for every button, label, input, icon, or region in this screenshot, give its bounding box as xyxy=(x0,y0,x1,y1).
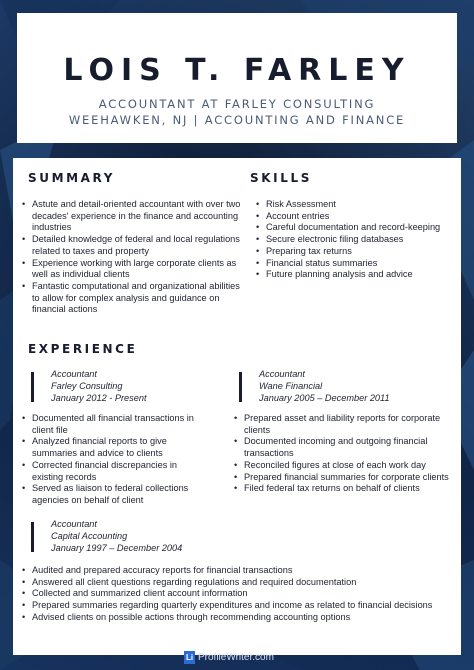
duty-item: • Prepared asset and liability reports for corporate clients xyxy=(232,413,452,436)
job-header-wane xyxy=(239,368,390,404)
job-title: Accountant xyxy=(51,369,97,379)
job-marker-bar xyxy=(31,372,34,402)
job-duties-capital xyxy=(20,565,458,624)
resume-body xyxy=(13,158,461,655)
job-duties-wane xyxy=(232,413,452,495)
skills-heading: SKILLS xyxy=(250,171,312,185)
job-dates: January 2005 – December 2011 xyxy=(259,393,390,403)
job-company: Capital Accounting xyxy=(51,531,128,541)
duty-item: • Collected and summarized client account information xyxy=(20,588,458,600)
location-line: WEEHAWKEN, NJ | ACCOUNTING AND FINANCE xyxy=(68,113,406,127)
skill-item: • Account entries xyxy=(254,211,459,223)
profilewriter-logo[interactable] xyxy=(184,648,274,666)
job-duties-farley xyxy=(20,413,208,507)
duty-item: • Served as liaison to federal collections agencies on behalf of client xyxy=(20,483,208,506)
resume-header xyxy=(17,13,457,143)
job-marker-bar xyxy=(239,372,242,402)
skill-item: • Careful documentation and record-keeping xyxy=(254,222,459,234)
job-title: Accountant xyxy=(51,519,97,529)
duty-item: • Documented incoming and outgoing financial transactions xyxy=(232,436,452,459)
job-title-line: ACCOUNTANT AT FARLEY CONSULTING xyxy=(98,97,376,111)
logo-mark-icon: Li xyxy=(185,652,194,662)
summary-item: • Experience working with large corporate clients as well as individual clients xyxy=(20,258,246,281)
skill-item: • Secure electronic filing databases xyxy=(254,234,459,246)
job-dates: January 2012 - Present xyxy=(51,393,147,403)
logo-text: ProfileWriter.com xyxy=(198,651,274,663)
duty-item: • Advised clients on possible actions through recommending accounting options xyxy=(20,612,458,624)
job-header-capital xyxy=(31,518,182,554)
job-marker-bar xyxy=(31,522,34,552)
skill-item: • Financial status summaries xyxy=(254,258,459,270)
job-company: Farley Consulting xyxy=(51,381,123,391)
job-company: Wane Financial xyxy=(259,381,323,391)
duty-item: • Answered all client questions regarding regulations and required documentation xyxy=(20,577,458,589)
job-title: Accountant xyxy=(259,369,305,379)
duty-item: • Documented all financial transactions in client file xyxy=(20,413,208,436)
summary-item: • Astute and detail-oriented accountant with over two decades' experience in the finance and accounting industries xyxy=(20,199,246,234)
job-dates: January 1997 – December 2004 xyxy=(51,543,183,553)
experience-heading: EXPERIENCE xyxy=(28,342,138,356)
duty-item: • Prepared financial summaries for corporate clients xyxy=(232,472,452,484)
summary-heading: SUMMARY xyxy=(28,171,116,185)
summary-item: • Fantastic computational and organizational abilities to allow for complex analysis and guidance on financial actions xyxy=(20,281,246,316)
candidate-name: LOIS T. FARLEY xyxy=(63,53,411,88)
duty-item: • Corrected financial discrepancies in existing records xyxy=(20,460,208,483)
duty-item: • Filed federal tax returns on behalf of clients xyxy=(232,483,452,495)
duty-item: • Reconciled figures at close of each work day xyxy=(232,460,452,472)
duty-item: • Audited and prepared accuracy reports for financial transactions xyxy=(20,565,458,577)
duty-item: • Analyzed financial reports to give summaries and advice to clients xyxy=(20,436,208,459)
duty-item: • Prepared summaries regarding quarterly expenditures and income as related to financial decisions xyxy=(20,600,458,612)
summary-list xyxy=(20,199,246,316)
job-header-farley xyxy=(31,368,147,404)
skills-list xyxy=(254,199,459,281)
skill-item: • Preparing tax returns xyxy=(254,246,459,258)
skill-item: • Future planning analysis and advice xyxy=(254,269,459,281)
skill-item: • Risk Assessment xyxy=(254,199,459,211)
summary-item: • Detailed knowledge of federal and local regulations related to taxes and property xyxy=(20,234,246,257)
